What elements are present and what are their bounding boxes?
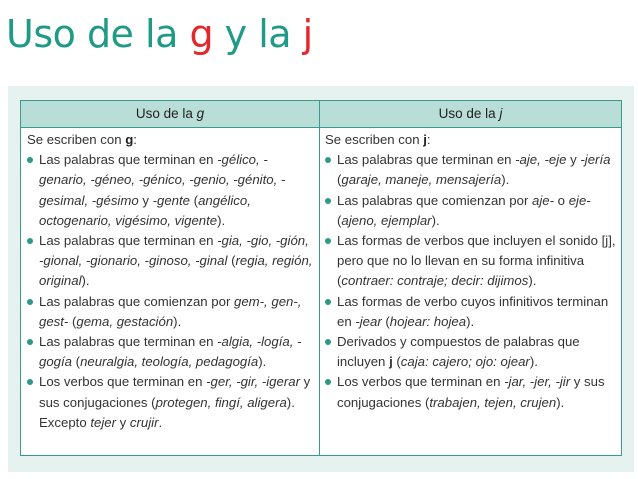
- bullet-icon: [325, 339, 331, 345]
- rule-text: (: [227, 253, 236, 269]
- bullet-icon: [27, 238, 33, 244]
- rule-example: regia, región, original: [39, 253, 313, 289]
- bullet-icon: [27, 339, 33, 345]
- bullet-icon: [27, 157, 33, 163]
- rule-text: y: [138, 192, 153, 208]
- rule-suffix: -gia, -gio, -gión, -gional, -gionario, -ginoso, -ginal: [39, 233, 309, 269]
- list-item: [325, 372, 619, 412]
- rule-text: y: [566, 152, 581, 168]
- rule-example: caja: cajero; ojo: ojear: [400, 354, 530, 370]
- j-intro: [325, 130, 619, 150]
- rule-text: Los verbos que terminan en: [39, 374, 207, 390]
- rule-example: angélico, octogenario, vigésimo, vigente: [39, 192, 251, 228]
- g-intro-colon: :: [133, 132, 137, 147]
- list-item: [27, 332, 315, 372]
- rule-text: (: [337, 172, 342, 188]
- rule-text: y sus conjugaciones (: [337, 374, 605, 410]
- rule-text: ).: [466, 313, 475, 329]
- header-j-prefix: Uso de la: [438, 106, 500, 121]
- bullet-icon: [27, 379, 33, 385]
- bullet-icon: [325, 379, 331, 385]
- header-j: [320, 101, 621, 127]
- list-item: [325, 150, 619, 190]
- list-item: [27, 150, 315, 231]
- rule-text: y: [115, 414, 130, 430]
- rule-suffix: -aje, -eje: [515, 152, 567, 168]
- rule-text: (: [190, 192, 199, 208]
- rule-suffix: aje-: [532, 192, 555, 208]
- rule-suffix: gem-, gen-, gest-: [39, 293, 302, 329]
- rules-table: [20, 100, 622, 456]
- rule-suffix: eje-: [568, 192, 591, 208]
- rule-text: ).: [529, 354, 538, 370]
- rule-text: o: [554, 192, 569, 208]
- bullet-icon: [325, 299, 331, 305]
- rule-text: ).: [556, 394, 565, 410]
- rule-text: Las palabras que terminan en: [337, 152, 516, 168]
- bullet-icon: [325, 238, 331, 244]
- rule-text: Las palabras que terminan en: [39, 152, 218, 168]
- rule-suffix: -jar, -jer, -jir: [504, 374, 571, 390]
- list-item: [325, 191, 619, 231]
- rule-suffix: -ger, -gir, -igerar: [206, 374, 300, 390]
- bullet-icon: [325, 198, 331, 204]
- list-item: [27, 292, 315, 332]
- rule-example: garaje, maneje, mensajería: [341, 172, 502, 188]
- column-divider: [319, 101, 320, 455]
- rule-text: ).: [258, 354, 267, 370]
- g-intro-letter: g: [125, 132, 134, 147]
- rule-example: gema, gestación: [76, 313, 174, 329]
- rule-example: crujir: [129, 414, 159, 430]
- rule-text: (: [68, 313, 77, 329]
- j-intro-text: Se escriben con: [325, 132, 424, 147]
- rule-example: trabajen, tejen, crujen: [429, 394, 557, 410]
- rule-suffix: -genario, -géneo, -génico, -genio, -génito, -gesimal, -gésimo: [39, 152, 286, 208]
- rule-text: ).: [501, 172, 510, 188]
- j-intro-colon: :: [426, 132, 431, 147]
- rule-text: ).: [173, 313, 182, 329]
- rule-text: Las palabras que comienzan por: [39, 293, 235, 309]
- title-text-1: Uso de la: [6, 12, 190, 56]
- header-g-letter: g: [196, 106, 205, 121]
- rule-text: (: [72, 354, 81, 370]
- rule-text: .: [158, 414, 163, 430]
- title-letter-j: j: [302, 12, 313, 56]
- column-g: [27, 130, 315, 433]
- rule-suffix: -jear: [355, 313, 382, 329]
- rule-text: Los verbos que terminan en: [337, 374, 505, 390]
- rule-text: ).: [217, 212, 226, 228]
- rule-text: ).: [528, 273, 537, 289]
- rule-text: Derivados y compuestos de palabras que incluyen: [337, 334, 580, 370]
- list-item: [325, 292, 619, 332]
- rule-suffix: -algia, -logía, -gogía: [39, 334, 302, 370]
- rule-text: (: [381, 313, 390, 329]
- rule-text: ).: [431, 212, 440, 228]
- j-intro-letter: j: [423, 132, 427, 147]
- rule-text: ).: [81, 273, 90, 289]
- rule-text: Las palabras que comienzan por: [337, 192, 533, 208]
- page-title: [6, 4, 313, 64]
- list-item: [27, 231, 315, 292]
- rule-text: ). Excepto: [39, 394, 295, 430]
- rule-example: hojear: hojea: [389, 313, 467, 329]
- g-intro-text: Se escriben con: [27, 132, 126, 147]
- j-rule-list: [325, 150, 619, 413]
- rule-text: (: [392, 354, 401, 370]
- rule-text: Las formas de verbo cuyos infinitivos terminan en: [337, 293, 609, 329]
- rule-suffix: -gente: [152, 192, 191, 208]
- column-j: [325, 130, 619, 413]
- rule-text: y sus conjugaciones (: [39, 374, 311, 410]
- rule-text: Las formas de verbos que incluyen el sonido [j], pero que no lo llevan en su forma infinitiva (: [337, 233, 616, 289]
- rule-text: Las palabras que terminan en: [39, 334, 218, 350]
- list-item: [325, 332, 619, 372]
- header-g: [21, 101, 319, 127]
- rule-text: (: [337, 212, 342, 228]
- rule-text: Las palabras que terminan en: [39, 233, 218, 249]
- list-item: [325, 231, 619, 292]
- rule-example: tejer: [90, 414, 116, 430]
- rule-example: protegen, fingí, aligera: [155, 394, 287, 410]
- rule-suffix: -gélico,: [217, 152, 260, 168]
- bullet-icon: [325, 157, 331, 163]
- rule-example: ajeno, ejemplar: [341, 212, 432, 228]
- rule-suffix: -jería: [580, 152, 611, 168]
- g-rule-list: [27, 150, 315, 433]
- bullet-icon: [27, 299, 33, 305]
- list-item: [27, 372, 315, 433]
- title-letter-g: g: [189, 12, 214, 56]
- content-panel: [8, 86, 634, 472]
- g-intro: [27, 130, 315, 150]
- title-text-2: y la: [213, 12, 303, 56]
- header-j-letter: j: [499, 106, 503, 121]
- rule-example: contraer: contraje; decir: dijimos: [341, 273, 529, 289]
- rule-example: neuralgia, teología, pedagogía: [80, 354, 259, 370]
- header-g-prefix: Uso de la: [135, 106, 197, 121]
- rule-letter: j: [389, 354, 393, 370]
